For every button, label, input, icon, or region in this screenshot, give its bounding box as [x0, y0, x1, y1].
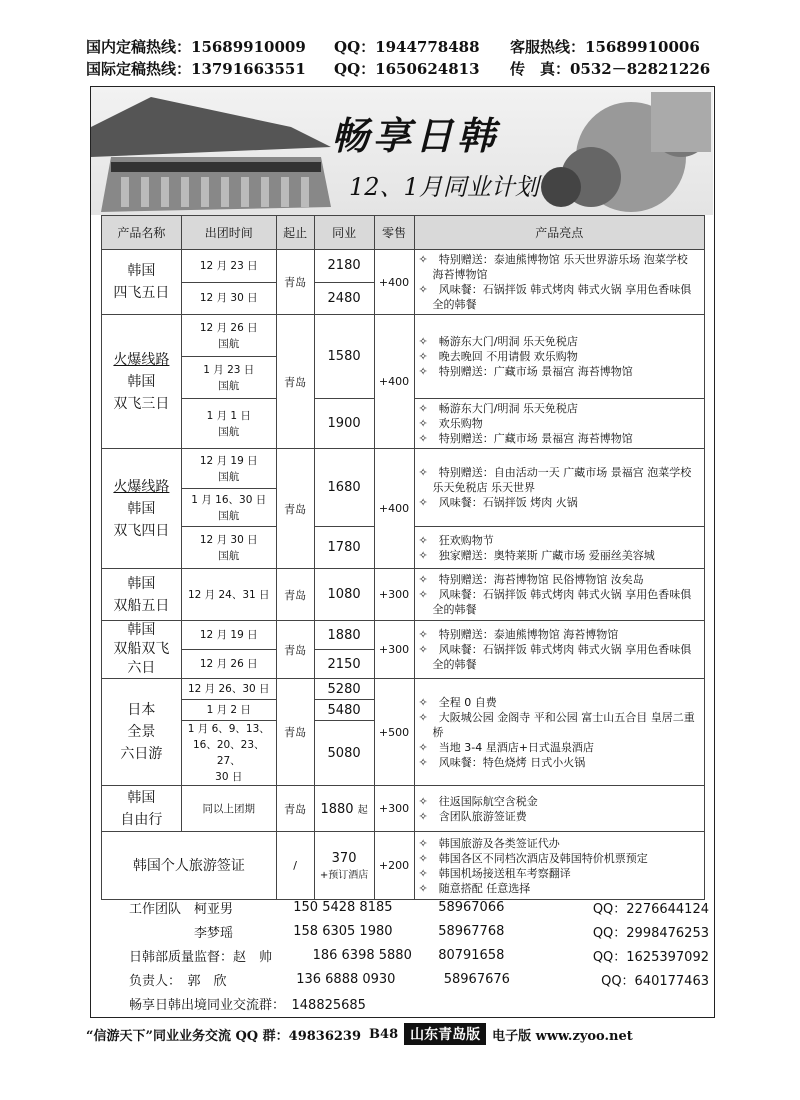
highlight-item: ✧ 风味餐：石锅拌饭 烤肉 火锅 — [418, 496, 578, 509]
col-header: 同业 — [314, 216, 374, 250]
name-line: 韩国 — [127, 622, 156, 638]
table-row — [102, 832, 705, 900]
highlight-item: ✧ 大阪城公园 金阁寺 平和公园 富士山五合目 皇居二重桥 — [418, 710, 695, 739]
table-header-row — [102, 216, 705, 250]
name-line: 双飞三日 — [113, 395, 170, 412]
name-line: 六日 — [127, 660, 156, 676]
contact-row — [129, 991, 709, 1015]
hotline-row — [86, 36, 716, 58]
name-line: 韩国 — [127, 789, 156, 806]
departure-date: 12 月 30 日 — [181, 282, 276, 315]
contact-phone: 58967768 — [438, 923, 505, 939]
highlight-item: ✧ 畅游东大门/明洞 乐天免税店 — [418, 335, 578, 348]
intl-qq: QQ：1650624813 — [334, 60, 480, 78]
highlight-item: ✧ 韩国各区不同档次酒店及韩国特价机票预定 — [418, 851, 648, 865]
contact-mobile: 186 6398 5880 — [312, 947, 412, 963]
name-line: 韩国 — [127, 263, 156, 279]
highlight-item: ✧ 风味餐：特色烧烤 日式小火锅 — [418, 755, 586, 769]
table-row — [102, 569, 705, 621]
ad-frame — [90, 86, 715, 1018]
highlight-item: ✧ 特别赠送：自由活动一天 广藏市场 景福宫 泡菜学校 乐天免税店 乐天世界 — [418, 466, 692, 494]
contact-phone: 58967676 — [443, 971, 510, 987]
contact-row — [129, 967, 709, 991]
product-name — [102, 250, 182, 315]
contact-name: 日韩部质量监督：赵 帅 — [129, 949, 273, 965]
highlight-item: ✧ 独家赠送：奥特莱斯 广藏市场 爱丽丝美容城 — [418, 548, 655, 562]
service-hotline: 客服热线：15689910006 — [510, 38, 700, 56]
departure-date: 1 月 16、30 日 国航 — [181, 489, 276, 527]
name-line: 韩国 — [127, 373, 156, 390]
product-name — [102, 449, 182, 569]
highlight-item: ✧ 欢乐购物 — [418, 417, 483, 430]
highlight-item: ✧ 特别赠送：广藏市场 景福宫 海苔博物馆 — [418, 365, 633, 378]
trade-price: 5080 — [314, 721, 374, 786]
departure-date: 12 月 19 日 — [181, 621, 276, 650]
city: 青岛 — [276, 569, 314, 621]
product-name — [102, 621, 182, 679]
highlight-item: ✧ 风味餐：石锅拌饭 韩式烤肉 韩式火锅 享用色香味俱全的韩餐 — [418, 283, 692, 311]
highlights — [414, 679, 704, 786]
retail-markup: +500 — [374, 679, 414, 786]
highlights — [414, 315, 704, 399]
contact-phone: 80791658 — [438, 947, 505, 963]
contact-qq: QQ：1625397092 — [592, 949, 709, 965]
contact-name: 负责人： 郭 欣 — [129, 973, 227, 989]
trade-price: 1580 — [314, 315, 374, 399]
table-row — [102, 679, 705, 700]
table-row — [102, 250, 705, 283]
trade-price: 370 +预订酒店 — [314, 832, 374, 900]
retail-markup: +400 — [374, 315, 414, 449]
highlight-item: ✧ 当地 3-4 星酒店+日式温泉酒店 — [418, 740, 594, 754]
highlights — [414, 569, 704, 621]
highlights — [414, 527, 704, 569]
highlight-item: ✧ 特别赠送：泰迪熊博物馆 乐天世界游乐场 泡菜学校 海苔博物馆 — [418, 253, 688, 281]
product-name — [102, 679, 182, 786]
highlight-item: ✧ 狂欢购物节 — [418, 533, 494, 547]
col-header: 零售 — [374, 216, 414, 250]
highlight-item: ✧ 韩国机场接送租车考察翻译 — [418, 866, 571, 880]
highlights — [414, 832, 704, 900]
highlights — [414, 449, 704, 527]
highlight-item: ✧ 晚去晚回 不用请假 欢乐购物 — [418, 350, 578, 363]
departure-date: 12 月 23 日 — [181, 250, 276, 283]
hot-line-label: 火爆线路 — [113, 351, 170, 368]
hot-line-label: 火爆线路 — [113, 478, 170, 495]
contact-qq: QQ：2998476253 — [592, 925, 709, 941]
highlight-item: ✧ 畅游东大门/明洞 乐天免税店 — [418, 402, 578, 415]
departure-date: 12 月 26 日 — [181, 650, 276, 679]
city: 青岛 — [276, 250, 314, 315]
highlights — [414, 621, 704, 679]
edition-badge: 山东青岛版 — [404, 1023, 486, 1045]
contact-row — [129, 943, 709, 967]
retail-markup: +200 — [374, 832, 414, 900]
highlight-item: ✧ 往返国际航空含税金 — [418, 794, 538, 808]
name-line: 双船双飞 — [113, 641, 170, 657]
col-header: 产品亮点 — [414, 216, 704, 250]
name-line: 四飞五日 — [113, 285, 170, 301]
departure-date: 12 月 26 日 国航 — [181, 315, 276, 357]
col-header: 产品名称 — [102, 216, 182, 250]
highlight-item: ✧ 特别赠送：海苔博物馆 民俗博物馆 汝矣岛 — [418, 573, 644, 586]
domestic-qq: QQ：1944778488 — [334, 38, 480, 56]
city: / — [276, 832, 314, 900]
fax: 传 真：0532－82821226 — [510, 60, 711, 78]
highlight-item: ✧ 全程 0 自费 — [418, 695, 497, 709]
name-line: 六日游 — [120, 746, 163, 762]
trade-price: 5480 — [314, 700, 374, 721]
highlight-item: ✧ 特别赠送：泰迪熊博物馆 海苔博物馆 — [418, 628, 619, 641]
product-name — [102, 315, 182, 449]
retail-markup: +400 — [374, 449, 414, 569]
highlight-item: ✧ 风味餐：石锅拌饭 韩式烤肉 韩式火锅 享用色香味俱全的韩餐 — [418, 588, 692, 616]
contact-mobile: 136 6888 0930 — [296, 971, 396, 987]
trade-price: 1900 — [314, 399, 374, 449]
city: 青岛 — [276, 315, 314, 449]
name-line: 韩国 — [127, 500, 156, 517]
departure-date: 1 月 1 日 国航 — [181, 399, 276, 449]
highlight-item: ✧ 含团队旅游签证费 — [418, 809, 527, 823]
retail-markup: +300 — [374, 786, 414, 832]
contact-phone: 58967066 — [438, 899, 505, 915]
intl-hotline: 国际定稿热线：13791663551 — [86, 60, 306, 78]
retail-markup: +400 — [374, 250, 414, 315]
departure-date: 1 月 2 日 — [181, 700, 276, 721]
departure-date: 同以上团期 — [181, 786, 276, 832]
departure-date: 1 月 6、9、13、 16、20、23、27、 30 日 — [181, 721, 276, 786]
name-line: 韩国 — [127, 575, 156, 592]
domestic-hotline: 国内定稿热线：15689910009 — [86, 38, 306, 56]
trade-price: 5280 — [314, 679, 374, 700]
contact-name: 工作团队 柯亚男 — [129, 901, 234, 917]
banner-subtitle: 12、1月同业计划 — [349, 173, 539, 201]
exchange-group: 畅享日韩出境同业交流群： 148825685 — [129, 997, 366, 1013]
table-row — [102, 315, 705, 357]
departure-date: 12 月 30 日 国航 — [181, 527, 276, 569]
trade-price: 2180 — [314, 250, 374, 283]
departure-date: 12 月 24、31 日 — [181, 569, 276, 621]
highlights — [414, 250, 704, 315]
website: 电子版 www.zyoo.net — [492, 1028, 633, 1044]
table-row — [102, 621, 705, 650]
col-header: 出团时间 — [181, 216, 276, 250]
highlight-item: ✧ 韩国旅游及各类签证代办 — [418, 836, 560, 850]
highlights — [414, 399, 704, 449]
name-line: 日本 — [127, 702, 156, 718]
banner — [91, 87, 713, 215]
retail-markup: +300 — [374, 569, 414, 621]
name-line: 全景 — [127, 724, 156, 740]
product-name — [102, 786, 182, 832]
contact-mobile: 158 6305 1980 — [293, 923, 393, 939]
trade-price: 1780 — [314, 527, 374, 569]
contact-row — [129, 895, 709, 919]
highlight-item: ✧ 随意搭配 任意选择 — [418, 881, 531, 895]
product-name — [102, 569, 182, 621]
footer-qq-group: “信游天下”同业业务交流 QQ 群：49836239 — [86, 1028, 362, 1044]
city: 青岛 — [276, 786, 314, 832]
departure-date: 12 月 26、30 日 — [181, 679, 276, 700]
city: 青岛 — [276, 621, 314, 679]
contact-name: 李梦瑶 — [129, 925, 234, 941]
hotline-row — [86, 58, 716, 80]
product-name: 韩国个人旅游签证 — [102, 832, 277, 900]
trade-price: 1880 — [314, 621, 374, 650]
trade-price: 1080 — [314, 569, 374, 621]
table-row — [102, 449, 705, 489]
trade-price: 1880 起 — [314, 786, 374, 832]
banner-title: 畅享日韩 — [331, 113, 500, 158]
city: 青岛 — [276, 449, 314, 569]
city: 青岛 — [276, 679, 314, 786]
contact-qq: QQ：640177463 — [601, 973, 709, 989]
trade-price: 1680 — [314, 449, 374, 527]
name-line: 自由行 — [120, 811, 163, 828]
contact-qq: QQ：2276644124 — [592, 901, 709, 917]
highlights — [414, 786, 704, 832]
highlight-item: ✧ 风味餐：石锅拌饭 韩式烤肉 韩式火锅 享用色香味俱全的韩餐 — [418, 643, 692, 671]
hotlines — [86, 36, 716, 80]
contact-mobile: 150 5428 8185 — [293, 899, 393, 915]
name-line: 双飞四日 — [113, 522, 170, 539]
trade-price: 2150 — [314, 650, 374, 679]
contact-row — [129, 919, 709, 943]
table-row — [102, 786, 705, 832]
footer — [86, 1022, 716, 1046]
highlight-item: ✧ 特别赠送：广藏市场 景福宫 海苔博物馆 — [418, 432, 633, 445]
team-contacts — [129, 895, 709, 1015]
col-header: 起止 — [276, 216, 314, 250]
name-line: 双船五日 — [113, 597, 170, 614]
product-table — [101, 215, 705, 900]
page-number: B48 — [369, 1026, 399, 1042]
departure-date: 12 月 19 日 国航 — [181, 449, 276, 489]
departure-date: 1 月 23 日 国航 — [181, 357, 276, 399]
retail-markup: +300 — [374, 621, 414, 679]
trade-price: 2480 — [314, 282, 374, 315]
